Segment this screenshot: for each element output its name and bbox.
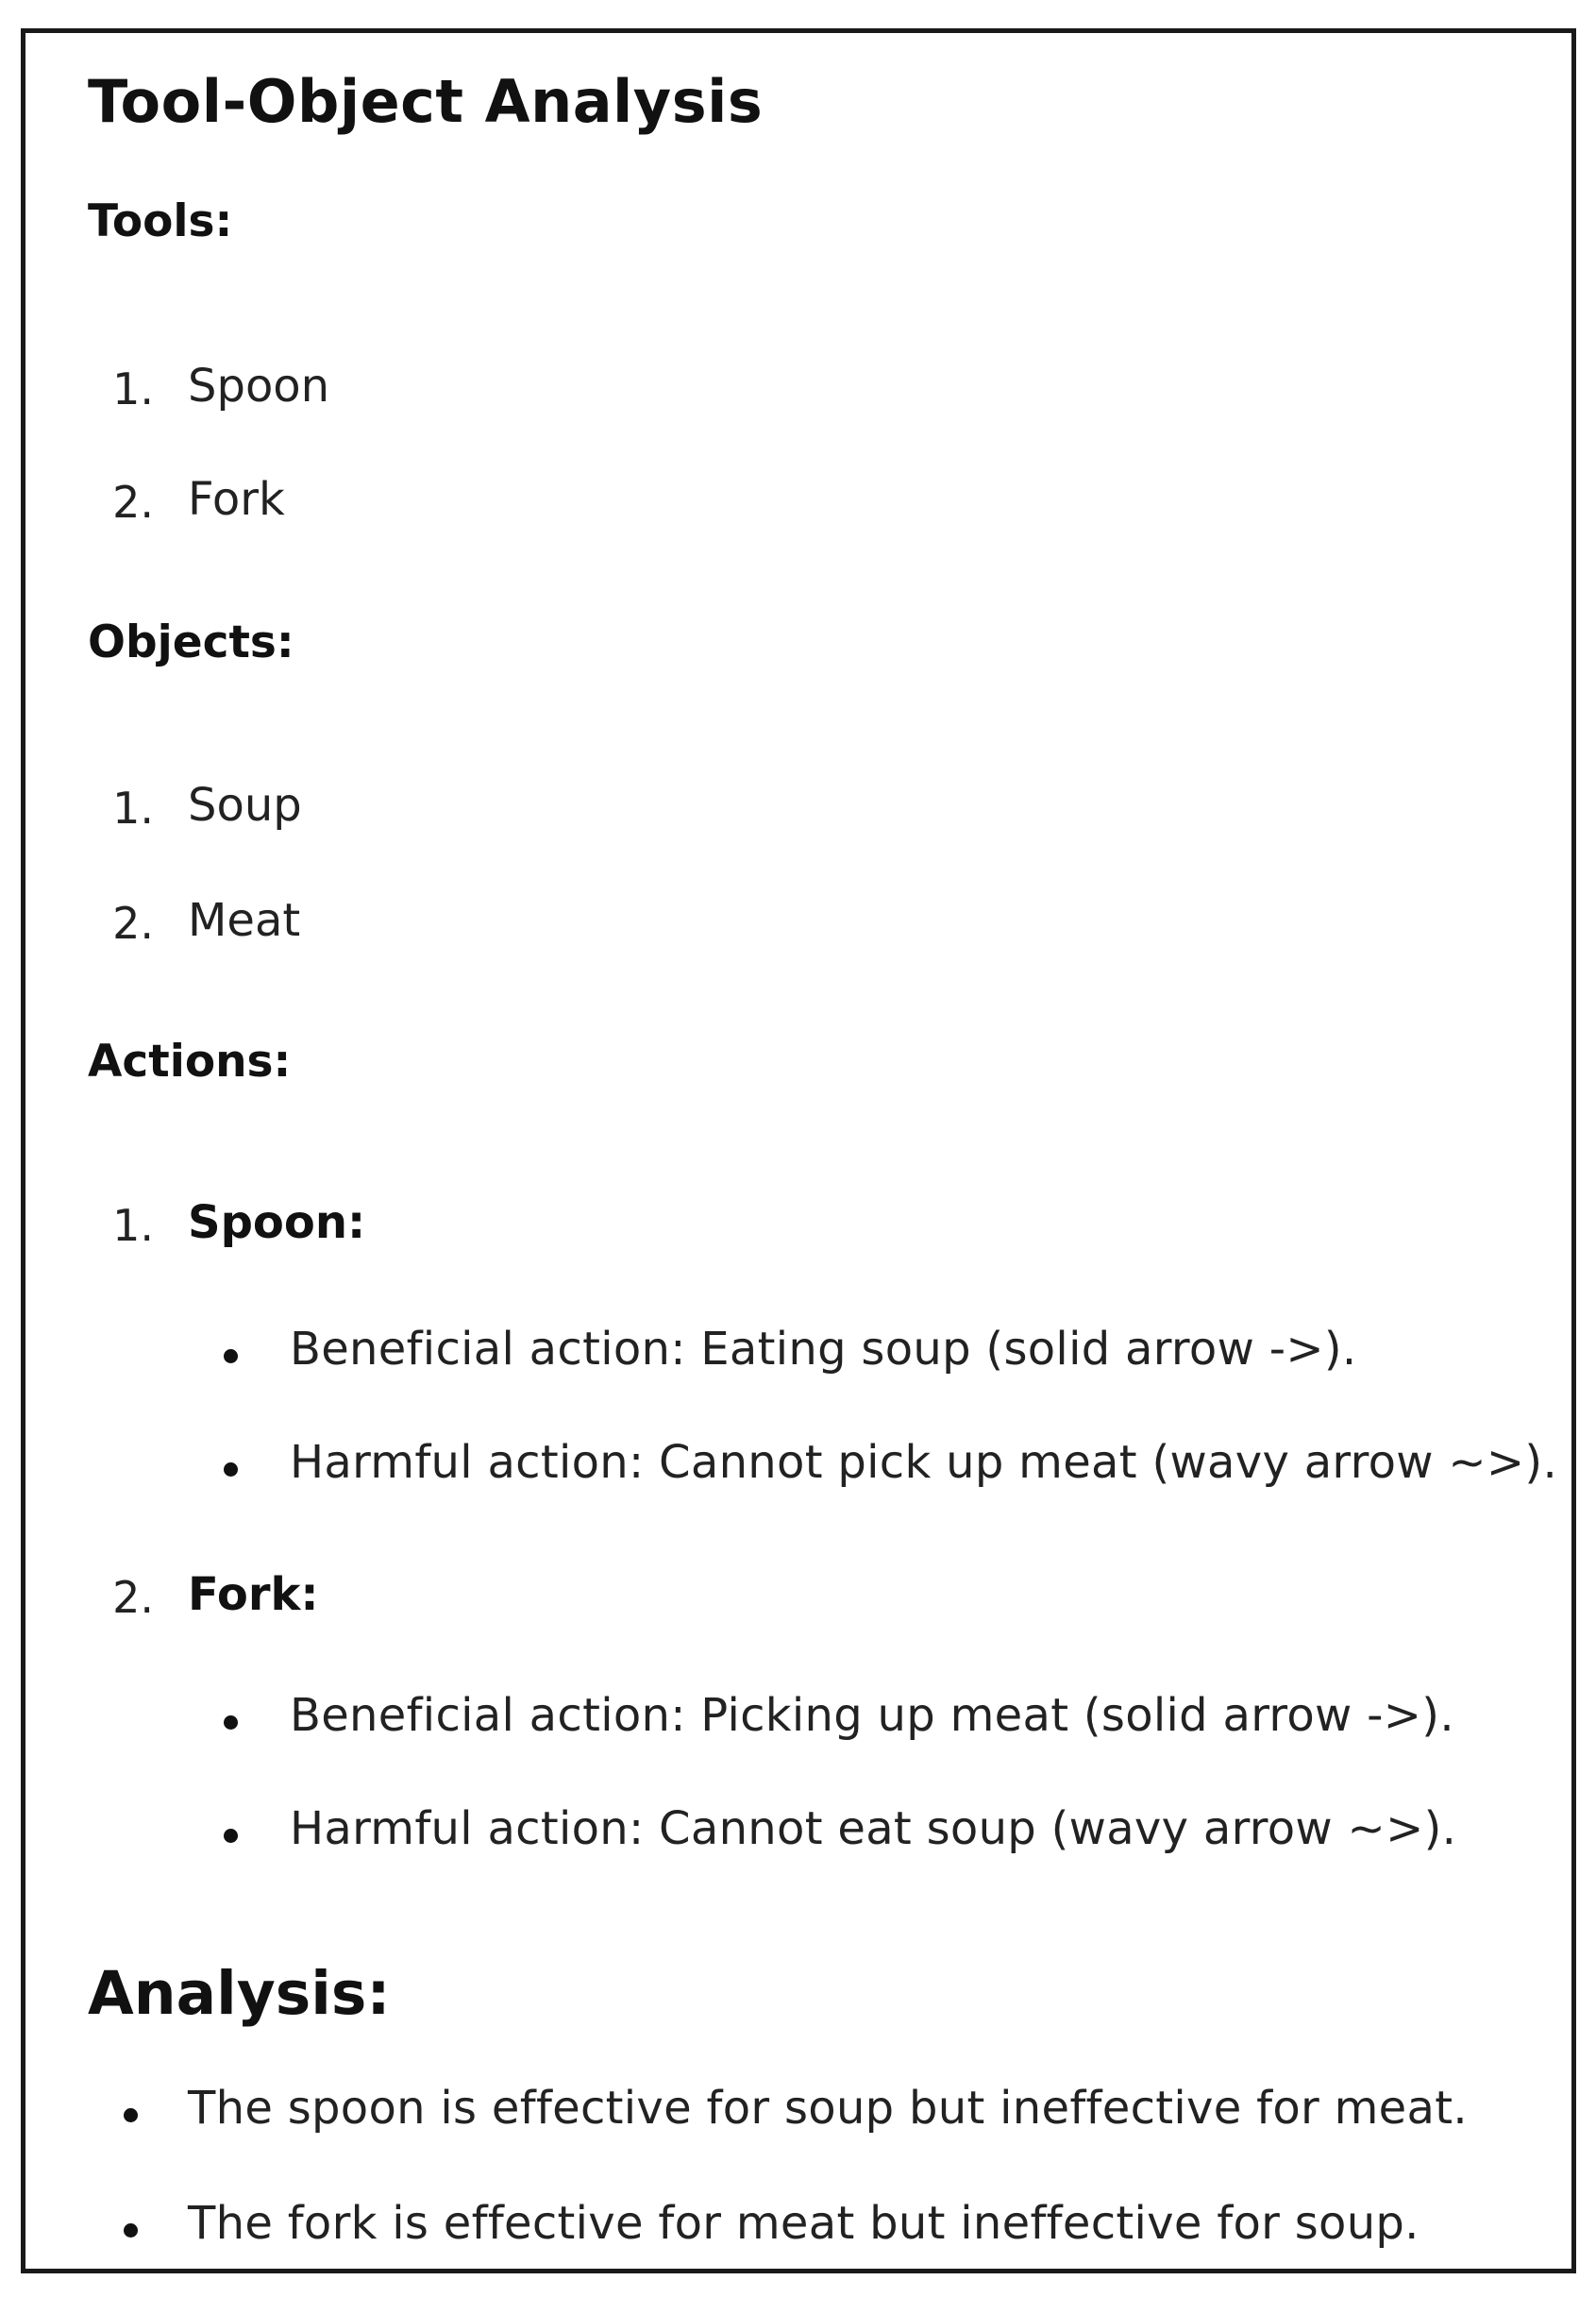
analysis-heading: Analysis: (88, 1959, 391, 2028)
tools-item-spoon: Spoon (188, 360, 330, 413)
document-content (25, 33, 1571, 2269)
fork-beneficial-action: Beneficial action: Picking up meat (solid arrow ->). (290, 1689, 1454, 1742)
tools-item-2-number: 2. (112, 477, 154, 528)
analysis-point-spoon: The spoon is effective for soup but ineffective for meat. (188, 2082, 1468, 2135)
objects-item-2-number: 2. (112, 898, 154, 949)
tools-item-fork: Fork (188, 473, 285, 526)
bullet-marker (124, 2223, 138, 2238)
analysis-point-fork: The fork is effective for meat but ineffective for soup. (188, 2197, 1420, 2250)
bullet-marker (224, 1349, 238, 1363)
tools-heading: Tools: (88, 195, 233, 247)
objects-heading: Objects: (88, 616, 294, 668)
document-frame (21, 28, 1576, 2273)
actions-group-2-number: 2. (112, 1572, 154, 1623)
spoon-beneficial-action: Beneficial action: Eating soup (solid arrow ->). (290, 1323, 1357, 1376)
fork-harmful-action: Harmful action: Cannot eat soup (wavy arrow ~>). (290, 1802, 1457, 1855)
bullet-marker (224, 1462, 238, 1477)
objects-item-meat: Meat (188, 894, 301, 947)
actions-heading: Actions: (88, 1036, 292, 1088)
bullet-marker (124, 2108, 138, 2122)
page-title: Tool-Object Analysis (88, 67, 764, 136)
actions-group-1-number: 1. (112, 1200, 154, 1251)
bullet-marker (224, 1829, 238, 1843)
actions-group-spoon-label: Spoon: (188, 1196, 366, 1249)
actions-group-fork-label: Fork: (188, 1568, 319, 1621)
spoon-harmful-action: Harmful action: Cannot pick up meat (wavy arrow ~>). (290, 1436, 1558, 1489)
objects-item-1-number: 1. (112, 783, 154, 834)
tools-item-1-number: 1. (112, 363, 154, 414)
bullet-marker (224, 1715, 238, 1730)
objects-item-soup: Soup (188, 779, 302, 832)
